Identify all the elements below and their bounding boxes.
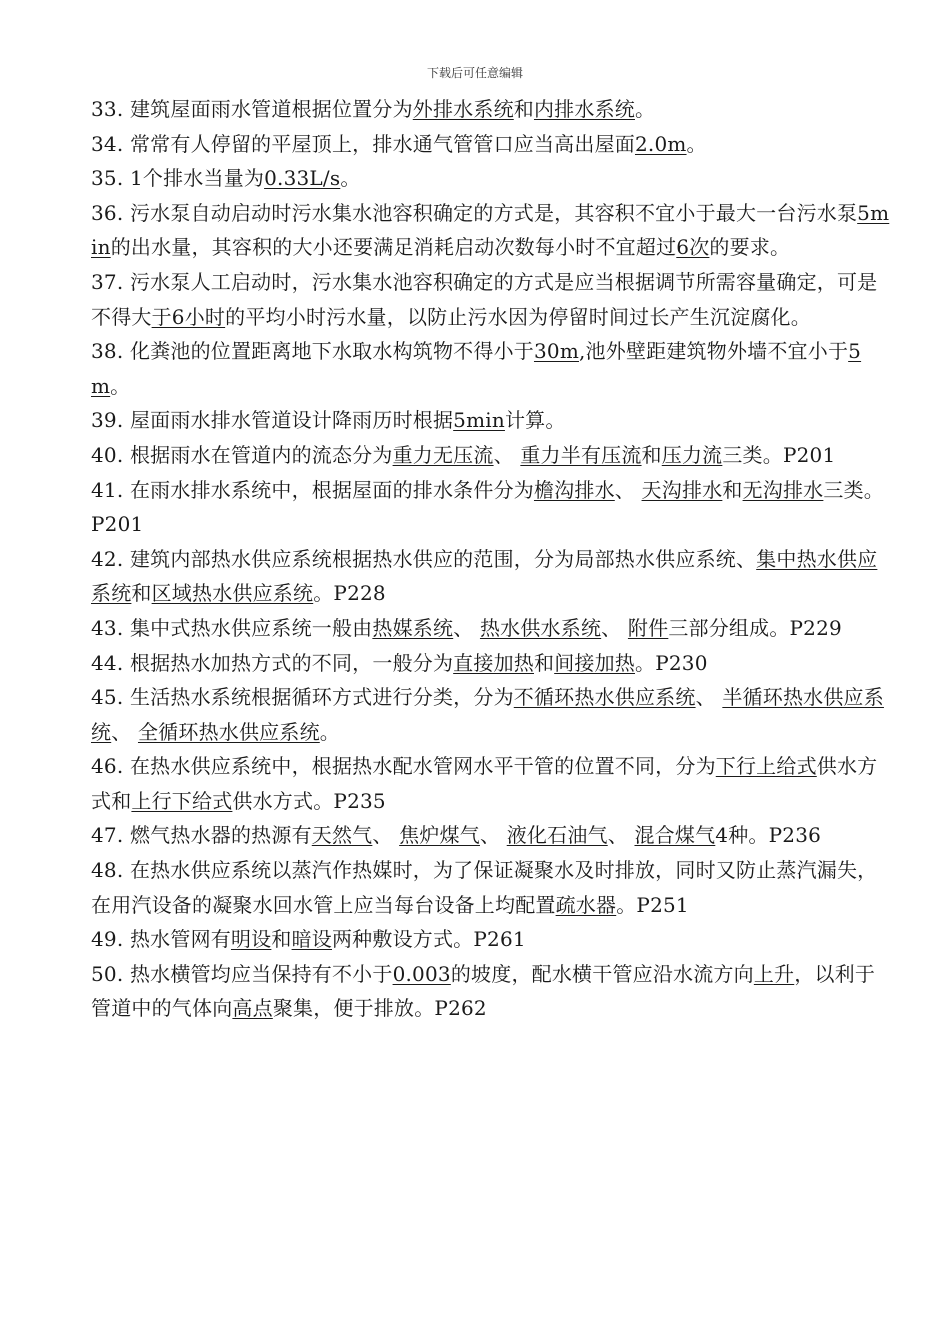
answer-blank: 5min: [91, 200, 890, 260]
answer-blank: 5m: [91, 339, 862, 398]
question-text: 39. 屋面雨水排水管道设计降雨历时根据: [91, 408, 454, 433]
question-text: 。: [319, 719, 340, 744]
answer-blank: 无沟排水: [742, 477, 824, 502]
question-item: [91, 646, 891, 681]
answer-blank: 全循环热水供应系统: [137, 719, 320, 744]
answer-blank: 上升: [753, 961, 795, 986]
question-text: 。: [634, 97, 656, 121]
question-text: 44. 根据热水加热方式的不同，一般分为: [91, 650, 454, 675]
question-text: 计算。: [504, 408, 566, 433]
question-text: 和: [271, 927, 292, 952]
question-text: 聚集，便于排放。P262: [272, 996, 487, 1021]
question-text: 。P230: [635, 650, 708, 675]
question-text: 、: [601, 615, 628, 640]
answer-blank: 檐沟排水: [533, 477, 615, 502]
question-text: 37. 污水泵人工启动时，污水集水池容积确定的方式是应当根据调节所需容量确定，可是不得大: [91, 269, 878, 329]
question-text: 三部分组成。P229: [668, 615, 842, 640]
question-text: 38. 化粪池的位置距离地下水取水构筑物不得小于: [91, 339, 534, 364]
answer-blank: 下行上给式: [715, 754, 817, 779]
question-text: 和: [533, 650, 555, 675]
answer-blank: 热水供水系统: [479, 615, 602, 640]
answer-blank: 5min: [453, 408, 505, 433]
question-text: 42. 建筑内部热水供应系统根据热水供应的范围，分为局部热水供应系统、: [91, 546, 757, 571]
question-item: [91, 196, 891, 265]
question-item: [91, 611, 891, 646]
document-body: [91, 92, 891, 1026]
question-text: 的出水量，其容积的大小还要满足消耗启动次数每小时不宜超过: [110, 235, 677, 260]
question-text: 三类。P201: [722, 442, 836, 467]
answer-blank: 液化石油气: [506, 823, 608, 848]
question-text: 、: [111, 719, 138, 744]
answer-blank: 明设: [230, 927, 272, 952]
answer-blank: 半循环热水供应系统: [91, 685, 884, 744]
question-text: 两种敷设方式。P261: [331, 927, 526, 952]
answer-blank: 上行下给式: [131, 788, 233, 813]
question-item: [91, 127, 891, 162]
answer-blank: 30m: [533, 339, 579, 364]
answer-blank: 直接加热: [453, 650, 534, 675]
question-text: 。: [340, 166, 361, 191]
question-item: [91, 473, 891, 542]
question-text: 33. 建筑屋面雨水管道根据位置分为: [91, 97, 413, 121]
answer-blank: 压力流: [661, 442, 723, 467]
answer-blank: 暗设: [291, 927, 332, 952]
question-text: 。P228: [313, 581, 386, 606]
answer-blank: 不循环热水供应系统: [513, 685, 696, 710]
answer-blank: 重力半有压流: [520, 442, 642, 467]
answer-blank: 重力无压流: [392, 442, 494, 467]
question-text: 50. 热水横管均应当保持有不小于: [91, 961, 393, 986]
page-header: 下载后可任意编辑: [426, 66, 523, 80]
question-text: 和: [131, 581, 152, 606]
question-item: [91, 161, 891, 196]
question-text: 和: [641, 442, 662, 467]
answer-blank: 疏水器: [555, 892, 617, 917]
question-item: [91, 265, 891, 334]
question-text: 、: [479, 823, 507, 848]
question-text: 、: [453, 615, 480, 640]
answer-blank: 天沟排水: [641, 477, 723, 502]
question-item: [91, 542, 891, 611]
question-text: 40. 根据雨水在管道内的流态分为: [91, 442, 393, 467]
answer-blank: 2.0m: [634, 131, 687, 156]
question-text: ,池外壁距建筑物外墙不宜小于: [578, 339, 849, 364]
question-text: ，以利于管道中的气体向: [91, 961, 876, 1021]
question-text: 的坡度，配水横干管应沿水流方向: [450, 961, 754, 986]
question-text: 47. 燃气热水器的热源有: [91, 823, 312, 848]
question-item: [91, 438, 891, 473]
question-text: 三类。P201: [91, 477, 884, 537]
question-item: [91, 853, 891, 922]
question-item: [91, 680, 891, 749]
answer-blank: 天然气: [311, 823, 373, 848]
question-text: 。: [686, 131, 707, 156]
answer-blank: 外排水系统: [412, 97, 514, 121]
answer-blank: 高点: [232, 996, 273, 1021]
question-text: 4种。P236: [715, 823, 822, 848]
question-text: 41. 在雨水排水系统中，根据屋面的排水条件分为: [91, 477, 534, 502]
question-text: 36. 污水泵自动启动时污水集水池容积确定的方式是，其容积不宜小于最大一台污水泵: [91, 200, 858, 225]
question-text: 、: [372, 823, 400, 848]
question-text: 。P251: [616, 892, 689, 917]
question-text: 34. 常常有人停留的平屋顶上，排水通气管管口应当高出屋面: [91, 131, 635, 156]
answer-blank: 附件: [627, 615, 669, 640]
question-text: 45. 生活热水系统根据循环方式进行分类，分为: [91, 685, 514, 710]
question-text: 、: [493, 442, 521, 467]
answer-blank: 6次: [676, 235, 710, 260]
question-text: 和: [513, 97, 534, 121]
question-item: [91, 334, 891, 403]
question-item: [91, 957, 891, 1026]
question-text: 的要求。: [709, 235, 791, 260]
question-text: 、: [695, 685, 723, 710]
question-text: 35. 1个排水当量为: [91, 166, 265, 191]
question-text: 46. 在热水供应系统中，根据热水配水管网水平干管的位置不同，分为: [91, 754, 716, 779]
answer-blank: 于6小时: [151, 304, 226, 329]
question-text: 供水方式。P235: [232, 788, 386, 813]
question-text: 。: [110, 373, 131, 398]
answer-blank: 集中热水供应系统: [91, 546, 878, 606]
answer-blank: 混合煤气: [634, 823, 716, 848]
answer-blank: 区域热水供应系统: [151, 581, 314, 606]
question-item: [91, 818, 891, 853]
question-item: [91, 922, 891, 957]
question-text: 和: [722, 477, 743, 502]
question-item: [91, 403, 891, 438]
question-text: 的平均小时污水量，以防止污水因为停留时间过长产生沉淀腐化。: [225, 304, 811, 329]
question-item: [91, 92, 891, 127]
answer-blank: 间接加热: [554, 650, 635, 675]
question-text: 、: [614, 477, 642, 502]
question-text: 48. 在热水供应系统以蒸汽作热媒时，为了保证凝聚水及时排放，同时又防止蒸汽漏失，在用汽设备的凝聚水回水管上应当每台设备上均配置: [91, 858, 878, 917]
question-text: 、: [607, 823, 635, 848]
answer-blank: 0.003: [392, 961, 451, 986]
question-text: 49. 热水管网有: [91, 927, 231, 952]
question-item: [91, 749, 891, 818]
question-text: 43. 集中式热水供应系统一般由: [91, 615, 373, 640]
answer-blank: 内排水系统: [533, 97, 635, 121]
answer-blank: 0.33L/s: [264, 166, 341, 191]
answer-blank: 焦炉煤气: [399, 823, 480, 848]
answer-blank: 热媒系统: [372, 615, 454, 640]
question-text: 供水方式和: [91, 754, 878, 813]
